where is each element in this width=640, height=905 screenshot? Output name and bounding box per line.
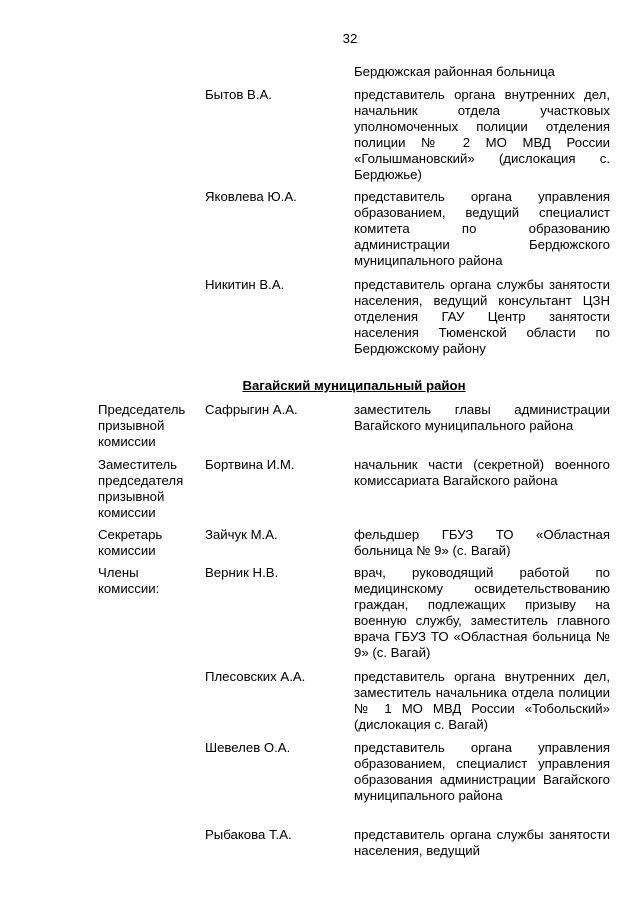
member-description: представитель органа внутренних дел, начальник отдела участковых уполномоченных полиции отделения полиции № 2 МО МВД России «Голышмановский» (дислокация с. Бердюжье) xyxy=(354,87,610,182)
member-role: Председатель призывной комиссии xyxy=(98,402,186,449)
member-name: Рыбакова Т.А. xyxy=(205,827,292,842)
member-name: Верник Н.В. xyxy=(205,565,279,580)
member-name: Плесовских А.А. xyxy=(205,669,306,684)
section-title: Вагайский муниципальный район xyxy=(242,378,466,393)
member-role: Заместитель председателя призывной комиссии xyxy=(98,457,184,520)
member-name: Яковлева Ю.А. xyxy=(205,189,297,204)
page-number: 32 xyxy=(342,31,358,46)
member-description: фельдшер ГБУЗ ТО «Областная больница № 9» (с. Вагай) xyxy=(354,527,610,558)
member-description: представитель органа управления образованием, ведущий специалист комитета по образованию администрации Бердюжского муниципального района xyxy=(354,189,610,268)
member-name: Зайчук М.А. xyxy=(205,527,278,542)
member-description: представитель органа службы занятости населения, ведущий xyxy=(354,827,610,858)
member-description: представитель органа управления образованием, специалист управления образования администрации Вагайского муниципального района xyxy=(354,740,610,803)
member-role: Секретарь комиссии xyxy=(98,527,163,558)
member-name: Никитин В.А. xyxy=(205,277,285,292)
continuation-text: Бердюжская районная больница xyxy=(354,64,555,79)
member-name: Сафрыгин А.А. xyxy=(205,402,298,417)
member-role: Члены комиссии: xyxy=(98,565,160,596)
member-description: представитель органа внутренних дел, заместитель начальника отдела полиции № 1 МО МВД России «Тобольский» (дислокация с. Вагай) xyxy=(354,669,610,732)
member-description: начальник части (секретной) военного комиссариата Вагайского района xyxy=(354,457,610,488)
member-name: Шевелев О.А. xyxy=(205,740,291,755)
member-description: врач, руководящий работой по медицинскому освидетельствованию граждан, подлежащих призыву на военную службу, заместитель главного врача ГБУЗ ТО «Областная больница № 9» (с. Вагай) xyxy=(354,565,610,660)
member-description: представитель органа службы занятости населения, ведущий консультант ЦЗН отделения ГАУ Центр занятости населения Тюменской области по Бердюжскому району xyxy=(354,277,610,356)
member-name: Бытов В.А. xyxy=(205,87,272,102)
member-name: Бортвина И.М. xyxy=(205,457,295,472)
member-description: заместитель главы администрации Вагайского муниципального района xyxy=(354,402,610,433)
